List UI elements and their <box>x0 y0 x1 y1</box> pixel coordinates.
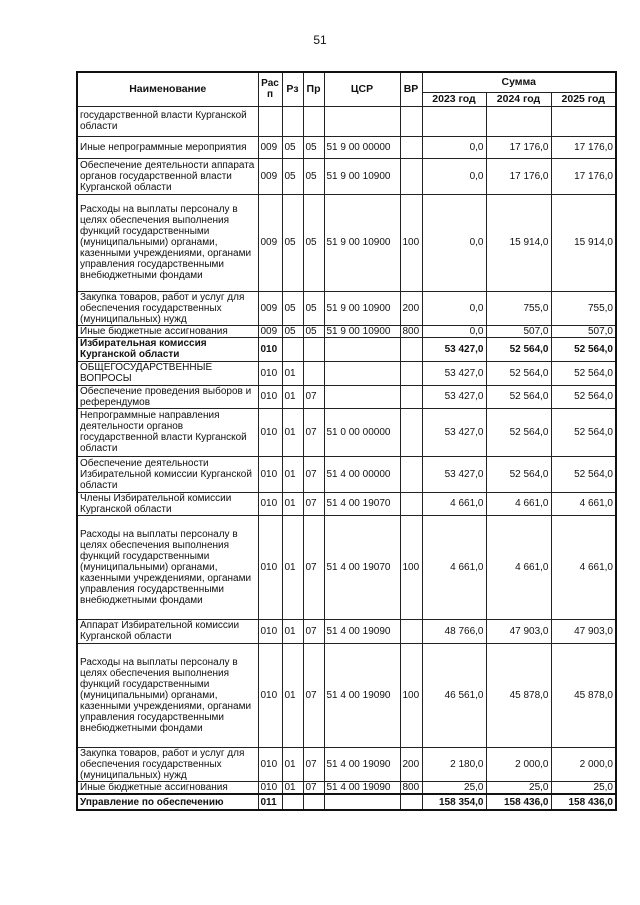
row-rasp: 010 <box>258 492 282 515</box>
row-amount-2025: 4 661,0 <box>551 492 616 515</box>
row-rasp: 010 <box>258 456 282 492</box>
row-rz: 05 <box>282 158 303 194</box>
table-row <box>77 619 616 643</box>
row-amount-2024: 52 564,0 <box>486 408 551 456</box>
row-rz: 05 <box>282 325 303 337</box>
header-csr: ЦСР <box>324 72 400 106</box>
row-name: Закупка товаров, работ и услуг для обеспечения государственных (муниципальных) нужд <box>77 291 258 325</box>
row-amount-2025: 755,0 <box>551 291 616 325</box>
row-rasp: 010 <box>258 747 282 781</box>
row-amount-2024: 25,0 <box>486 781 551 794</box>
table-row <box>77 515 616 619</box>
row-rasp: 010 <box>258 643 282 747</box>
header-2024: 2024 год <box>486 92 551 106</box>
row-csr: 51 4 00 19090 <box>324 619 400 643</box>
row-pr: 07 <box>303 408 324 456</box>
table-row <box>77 136 616 158</box>
row-amount-2023: 158 354,0 <box>422 794 486 810</box>
row-amount-2023: 53 427,0 <box>422 337 486 361</box>
row-amount-2024: 47 903,0 <box>486 619 551 643</box>
header-pr: Пр <box>303 72 324 106</box>
row-vr <box>400 136 422 158</box>
row-rz: 01 <box>282 408 303 456</box>
table-row <box>77 492 616 515</box>
header-name: Наименование <box>77 72 258 106</box>
row-csr: 51 9 00 10900 <box>324 194 400 291</box>
row-name: Иные бюджетные ассигнования <box>77 781 258 794</box>
row-amount-2023: 0,0 <box>422 325 486 337</box>
row-csr: 51 4 00 19090 <box>324 747 400 781</box>
row-pr: 07 <box>303 643 324 747</box>
row-vr: 200 <box>400 747 422 781</box>
row-pr: 07 <box>303 781 324 794</box>
row-rz: 01 <box>282 747 303 781</box>
row-vr: 100 <box>400 515 422 619</box>
row-csr <box>324 385 400 408</box>
row-vr <box>400 385 422 408</box>
row-pr: 05 <box>303 325 324 337</box>
row-csr: 51 4 00 19070 <box>324 492 400 515</box>
row-rasp: 009 <box>258 194 282 291</box>
row-amount-2024: 4 661,0 <box>486 515 551 619</box>
row-amount-2024: 15 914,0 <box>486 194 551 291</box>
row-rz: 01 <box>282 456 303 492</box>
row-rasp: 010 <box>258 619 282 643</box>
table-row <box>77 408 616 456</box>
row-amount-2025 <box>551 106 616 136</box>
row-name: Обеспечение проведения выборов и референдумов <box>77 385 258 408</box>
row-amount-2023: 53 427,0 <box>422 385 486 408</box>
row-amount-2025: 17 176,0 <box>551 158 616 194</box>
row-vr <box>400 456 422 492</box>
row-pr: 07 <box>303 747 324 781</box>
row-vr <box>400 106 422 136</box>
row-amount-2025: 52 564,0 <box>551 361 616 385</box>
row-amount-2025: 52 564,0 <box>551 385 616 408</box>
table-row <box>77 781 616 794</box>
row-csr: 51 9 00 10900 <box>324 158 400 194</box>
row-rz: 01 <box>282 619 303 643</box>
row-amount-2025: 52 564,0 <box>551 456 616 492</box>
row-rasp: 009 <box>258 136 282 158</box>
row-amount-2023: 0,0 <box>422 194 486 291</box>
table-row <box>77 106 616 136</box>
row-amount-2025: 507,0 <box>551 325 616 337</box>
row-vr <box>400 492 422 515</box>
row-amount-2023: 46 561,0 <box>422 643 486 747</box>
row-amount-2025: 15 914,0 <box>551 194 616 291</box>
row-vr <box>400 337 422 361</box>
header-sum: Сумма <box>422 72 616 92</box>
row-amount-2024: 755,0 <box>486 291 551 325</box>
row-pr <box>303 361 324 385</box>
row-amount-2023: 48 766,0 <box>422 619 486 643</box>
row-name: Иные непрограммные мероприятия <box>77 136 258 158</box>
row-rz: 01 <box>282 385 303 408</box>
row-rasp: 010 <box>258 337 282 361</box>
row-pr: 05 <box>303 194 324 291</box>
row-amount-2023: 25,0 <box>422 781 486 794</box>
row-rasp: 010 <box>258 515 282 619</box>
row-amount-2025: 52 564,0 <box>551 408 616 456</box>
row-name: Расходы на выплаты персоналу в целях обеспечения выполнения функций государственными (муниципальными) органами, казенными учреждениями, органами управления государственными внебюджетными фондами <box>77 515 258 619</box>
row-rz: 01 <box>282 492 303 515</box>
row-csr: 51 4 00 19070 <box>324 515 400 619</box>
row-rasp: 009 <box>258 291 282 325</box>
row-amount-2024: 4 661,0 <box>486 492 551 515</box>
row-rz: 01 <box>282 515 303 619</box>
row-csr: 51 4 00 19090 <box>324 781 400 794</box>
row-name: ОБЩЕГОСУДАРСТВЕННЫЕ ВОПРОСЫ <box>77 361 258 385</box>
row-rz: 01 <box>282 781 303 794</box>
row-csr <box>324 794 400 810</box>
row-pr: 07 <box>303 492 324 515</box>
row-name: Закупка товаров, работ и услуг для обеспечения государственных (муниципальных) нужд <box>77 747 258 781</box>
row-vr: 800 <box>400 325 422 337</box>
row-name: Расходы на выплаты персоналу в целях обеспечения выполнения функций государственными (муниципальными) органами, казенными учреждениями, органами управления государственными внебюджетными фондами <box>77 194 258 291</box>
row-vr <box>400 619 422 643</box>
page-number: 51 <box>313 33 327 47</box>
row-csr: 51 9 00 10900 <box>324 325 400 337</box>
row-amount-2023: 53 427,0 <box>422 456 486 492</box>
row-rz <box>282 794 303 810</box>
budget-table <box>76 71 617 811</box>
row-name: Иные бюджетные ассигнования <box>77 325 258 337</box>
row-amount-2025: 4 661,0 <box>551 515 616 619</box>
row-name: Обеспечение деятельности Избирательной комиссии Курганской области <box>77 456 258 492</box>
row-name: Непрограммные направления деятельности органов государственной власти Курганской области <box>77 408 258 456</box>
row-pr: 07 <box>303 619 324 643</box>
row-amount-2024: 17 176,0 <box>486 158 551 194</box>
row-amount-2023 <box>422 106 486 136</box>
row-amount-2025: 25,0 <box>551 781 616 794</box>
row-vr <box>400 408 422 456</box>
row-amount-2025: 52 564,0 <box>551 337 616 361</box>
row-csr: 51 0 00 00000 <box>324 408 400 456</box>
row-amount-2024: 2 000,0 <box>486 747 551 781</box>
table-row <box>77 194 616 291</box>
row-amount-2023: 53 427,0 <box>422 361 486 385</box>
row-amount-2023: 4 661,0 <box>422 492 486 515</box>
row-amount-2024: 52 564,0 <box>486 385 551 408</box>
table-header <box>77 72 616 106</box>
row-amount-2024 <box>486 106 551 136</box>
row-pr <box>303 337 324 361</box>
row-name: Обеспечение деятельности аппарата органов государственной власти Курганской области <box>77 158 258 194</box>
table-row <box>77 291 616 325</box>
table-row <box>77 337 616 361</box>
row-rz: 05 <box>282 291 303 325</box>
row-amount-2023: 2 180,0 <box>422 747 486 781</box>
header-rasp: Рас п <box>258 72 282 106</box>
row-amount-2024: 45 878,0 <box>486 643 551 747</box>
row-amount-2024: 507,0 <box>486 325 551 337</box>
row-name: Члены Избирательной комиссии Курганской области <box>77 492 258 515</box>
row-name: Расходы на выплаты персоналу в целях обеспечения выполнения функций государственными (муниципальными) органами, казенными учреждениями, органами управления государственными внебюджетными фондами <box>77 643 258 747</box>
row-rz <box>282 106 303 136</box>
row-amount-2023: 0,0 <box>422 136 486 158</box>
row-amount-2023: 0,0 <box>422 158 486 194</box>
row-rasp: 009 <box>258 158 282 194</box>
table-row <box>77 325 616 337</box>
table-row <box>77 747 616 781</box>
row-rz: 05 <box>282 136 303 158</box>
row-amount-2024: 52 564,0 <box>486 337 551 361</box>
header-rz: Рз <box>282 72 303 106</box>
row-amount-2025: 47 903,0 <box>551 619 616 643</box>
row-csr <box>324 361 400 385</box>
table-body <box>77 106 616 810</box>
row-rz: 05 <box>282 194 303 291</box>
row-rz <box>282 337 303 361</box>
row-pr <box>303 794 324 810</box>
row-vr <box>400 361 422 385</box>
header-2025: 2025 год <box>551 92 616 106</box>
row-vr: 100 <box>400 643 422 747</box>
row-csr <box>324 106 400 136</box>
row-name: государственной власти Курганской области <box>77 106 258 136</box>
row-rasp: 010 <box>258 385 282 408</box>
row-pr <box>303 106 324 136</box>
row-name: Управление по обеспечению <box>77 794 258 810</box>
row-amount-2024: 17 176,0 <box>486 136 551 158</box>
row-name: Аппарат Избирательной комиссии Курганской области <box>77 619 258 643</box>
row-rasp: 010 <box>258 361 282 385</box>
header-vr: ВР <box>400 72 422 106</box>
row-amount-2025: 158 436,0 <box>551 794 616 810</box>
row-amount-2025: 45 878,0 <box>551 643 616 747</box>
row-amount-2025: 17 176,0 <box>551 136 616 158</box>
row-csr <box>324 337 400 361</box>
row-csr: 51 4 00 19090 <box>324 643 400 747</box>
table-row <box>77 158 616 194</box>
row-csr: 51 9 00 00000 <box>324 136 400 158</box>
table-row <box>77 643 616 747</box>
row-vr: 200 <box>400 291 422 325</box>
row-amount-2024: 158 436,0 <box>486 794 551 810</box>
row-vr: 100 <box>400 194 422 291</box>
row-vr <box>400 158 422 194</box>
row-rz: 01 <box>282 643 303 747</box>
row-amount-2024: 52 564,0 <box>486 361 551 385</box>
row-rasp: 009 <box>258 325 282 337</box>
row-amount-2024: 52 564,0 <box>486 456 551 492</box>
row-csr: 51 4 00 00000 <box>324 456 400 492</box>
row-pr: 05 <box>303 291 324 325</box>
row-csr: 51 9 00 10900 <box>324 291 400 325</box>
row-amount-2025: 2 000,0 <box>551 747 616 781</box>
row-pr: 07 <box>303 385 324 408</box>
header-2023: 2023 год <box>422 92 486 106</box>
table-row <box>77 385 616 408</box>
row-rasp <box>258 106 282 136</box>
table-row <box>77 361 616 385</box>
row-rasp: 011 <box>258 794 282 810</box>
row-rz: 01 <box>282 361 303 385</box>
row-pr: 07 <box>303 515 324 619</box>
row-rasp: 010 <box>258 781 282 794</box>
row-amount-2023: 4 661,0 <box>422 515 486 619</box>
row-amount-2023: 53 427,0 <box>422 408 486 456</box>
row-vr <box>400 794 422 810</box>
row-pr: 07 <box>303 456 324 492</box>
table-row <box>77 456 616 492</box>
row-rasp: 010 <box>258 408 282 456</box>
row-pr: 05 <box>303 136 324 158</box>
table-row <box>77 794 616 810</box>
row-amount-2023: 0,0 <box>422 291 486 325</box>
row-pr: 05 <box>303 158 324 194</box>
row-name: Избирательная комиссия Курганской области <box>77 337 258 361</box>
row-vr: 800 <box>400 781 422 794</box>
